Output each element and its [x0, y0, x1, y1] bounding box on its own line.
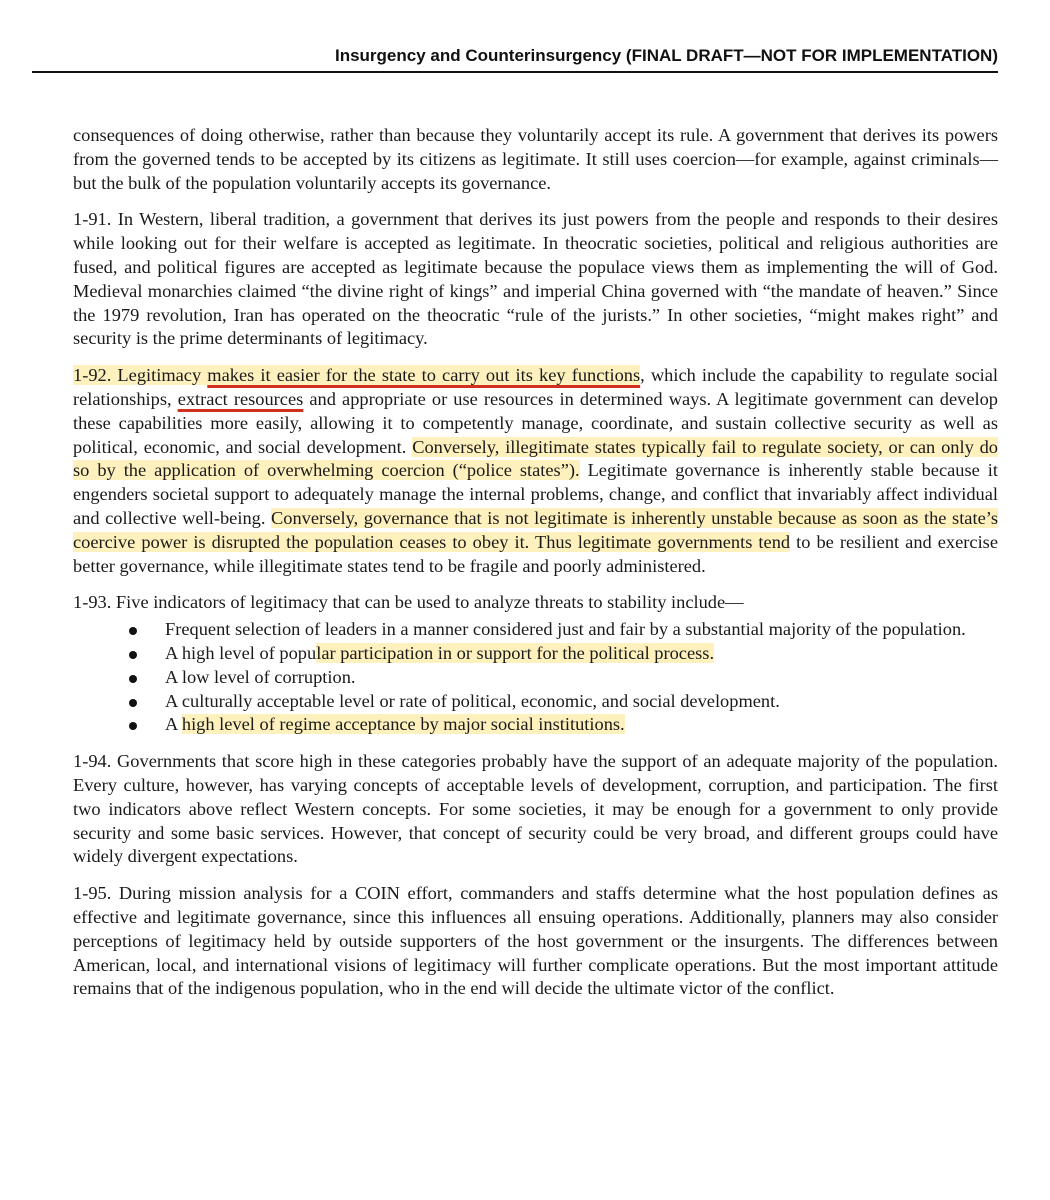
highlight-span: high level of regime acceptance by major social institutions.	[181, 714, 625, 735]
list-item	[73, 690, 998, 714]
paragraph-continuation: consequences of doing otherwise, rather than because they voluntarily accept its rule. A government that derives its powers from the governed tends to be accepted by its citizens as legitimate. It still uses coercion—for example, against criminals—but the bulk of the population voluntarily accepts its governance.	[73, 125, 998, 193]
list-item	[73, 666, 998, 690]
paragraph-1-94: 1-94. Governments that score high in these categories probably have the support of an adequate majority of the population. Every culture, however, has varying concepts of acceptable levels of development, corruption, and participation. The first two indicators above reflect Western concepts. For some societies, it may be enough for a government to only provide security and some basic services. However, that concept of security could be very broad, and different groups could have widely divergent expectations.	[73, 751, 998, 867]
indicator-list	[73, 618, 998, 737]
text-span: to be resilient and exercise better governance, while illegitimate states tend to be fragile and poorly administered.	[73, 531, 998, 576]
text-span: and appropriate or use resources in determined ways. A legitimate government can develop these capabilities more easily, allowing it to competently manage, coordinate, and sustain collective security as well as political, economic, and social development.	[73, 388, 998, 457]
paragraph-1-92	[73, 364, 998, 578]
paragraph-1-91: 1-91. In Western, liberal tradition, a government that derives its just powers from the people and responds to their desires while looking out for their welfare is accepted as legitimate. In theocratic societies, political and religious authorities are fused, and political figures are accepted as legitimate because the populace views them as implementing the will of God. Medieval monarchies claimed “the divine right of kings” and imperial China governed with “the mandate of heaven.” Since the 1979 revolution, Iran has operated on the theocratic “rule of the jurists.” In other societies, “might makes right” and security is the prime determinants of legitimacy.	[73, 209, 998, 349]
list-item	[73, 642, 998, 666]
bullet-icon	[129, 722, 137, 730]
text-span: Legitimate governance is inherently stable because it engenders societal support to adequately manage the internal problems, change, and conflict that invariably affect individual and collective well-being.	[73, 460, 999, 528]
page-header: Insurgency and Counterinsurgency (FINAL DRAFT—NOT FOR IMPLEMENTATION)	[334, 46, 998, 65]
list-item-text: Frequent selection of leaders in a manner considered just and fair by a substantial majority of the population.	[165, 619, 966, 640]
list-item	[73, 618, 998, 642]
bullet-icon	[129, 675, 137, 683]
highlight-span: Conversely, illegitimate states typically fail to regulate society, or can only do so by the application of overwhelming coercion (“police states”).	[73, 436, 998, 481]
list-item	[73, 713, 998, 737]
bullet-icon	[129, 627, 137, 635]
underlined-highlight: makes it easier for the state to carry out its key functions	[207, 365, 641, 386]
highlight-span: Conversely, governance that is not legitimate is inherently unstable because as soon as the state’s coercive power is disrupted the population ceases to obey it. Thus legitimate governments tend	[73, 507, 998, 552]
highlight-span: 1-92. Legitimacy	[73, 365, 208, 386]
bullet-icon	[129, 651, 137, 659]
text-span: , which include the capability to regulate social relationships,	[73, 365, 999, 409]
paragraph-1-95: 1-95. During mission analysis for a COIN effort, commanders and staffs determine what the host population defines as effective and legitimate governance, since this influences all ensuing operations. Additionally, planners may also consider perceptions of legitimacy held by outside supporters of the host government or the insurgents. The differences between American, local, and international visions of legitimacy will further complicate operations. But the most important attitude remains that of the indigenous population, who in the end will decide the ultimate victor of the conflict.	[73, 883, 998, 999]
list-item-text: A	[165, 714, 182, 735]
paragraph-1-93: 1-93. Five indicators of legitimacy that can be used to analyze threats to stability include—	[73, 592, 744, 613]
document-body	[73, 124, 998, 1014]
underlined-text: extract resources	[177, 388, 304, 409]
highlight-span: lar participation in or support for the political process.	[316, 642, 715, 663]
list-item-text: A low level of corruption.	[165, 666, 356, 687]
list-item-text: A high level of popu	[165, 642, 317, 663]
list-item-text: A culturally acceptable level or rate of political, economic, and social development.	[165, 690, 780, 711]
bullet-icon	[129, 699, 137, 707]
header-rule	[32, 71, 998, 73]
